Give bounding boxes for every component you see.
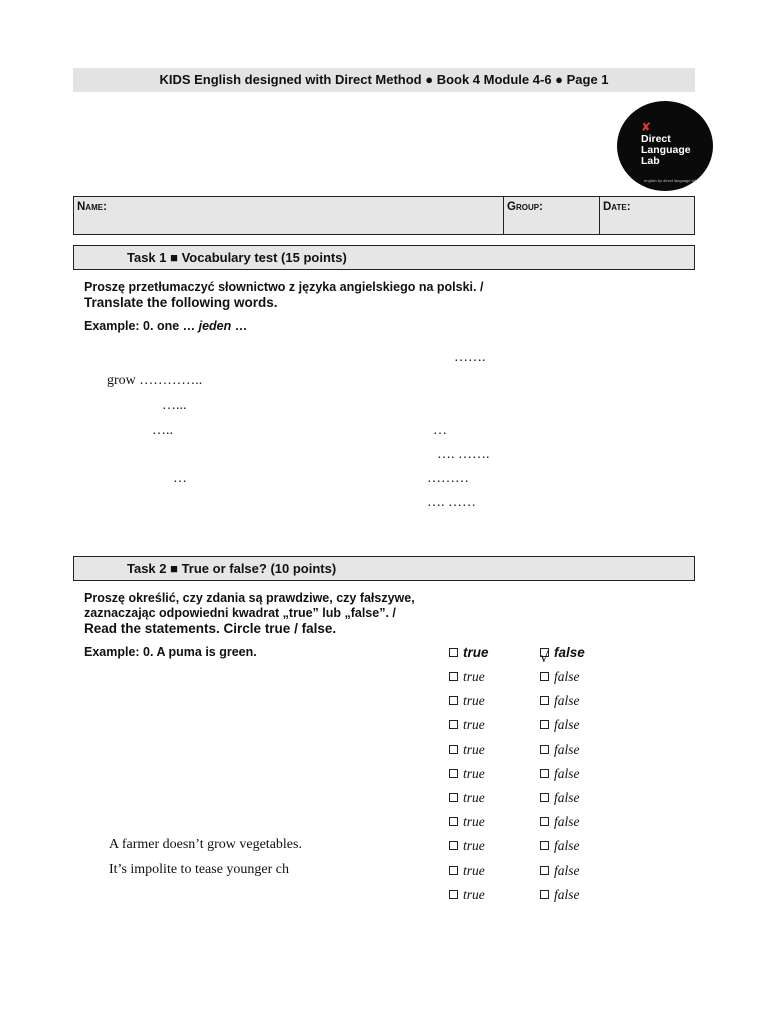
checkbox-icon[interactable] [540,672,549,681]
false-label: false [554,645,585,660]
false-option[interactable] [540,790,580,806]
vocab-answer-line[interactable]: … [173,471,187,486]
true-label: true [463,645,489,660]
false-option[interactable] [540,766,580,782]
checkbox-icon [449,648,458,657]
task1-example-answer: jeden [198,319,232,333]
vocab-answer-line[interactable]: ……… [427,471,469,486]
true-option[interactable] [449,814,485,830]
task1-title: Task 1 ■ Vocabulary test (15 points) [127,250,347,265]
checkbox-icon[interactable] [449,745,458,754]
true-label: true [463,863,485,878]
task2-instruction-en: Read the statements. Circle true / false. [84,621,337,636]
task1-example-prefix: Example: 0. one … [84,319,199,333]
group-label: Group: [507,201,543,213]
logo-line-1: Direct [641,133,671,145]
false-label: false [554,863,580,878]
logo-mark-icon: ✘ [641,120,652,134]
false-label: false [554,693,580,708]
checkbox-icon[interactable] [540,793,549,802]
true-option[interactable] [449,669,485,685]
group-field[interactable] [504,197,600,234]
true-label: true [463,790,485,805]
checkmark-icon: √ [540,650,549,666]
checkbox-icon[interactable] [540,866,549,875]
checkbox-icon[interactable] [540,890,549,899]
vocab-answer-line[interactable]: … [433,423,447,438]
example-true-option [449,645,489,660]
false-option[interactable] [540,863,580,879]
false-label: false [554,669,580,684]
name-label: Name: [77,201,107,213]
false-option[interactable] [540,693,580,709]
checkbox-icon[interactable] [449,817,458,826]
student-info-table [73,196,695,235]
false-label: false [554,742,580,757]
true-label: true [463,669,485,684]
true-option[interactable] [449,790,485,806]
task1-example-suffix: … [231,319,248,333]
true-label: true [463,887,485,902]
task2-instruction-pl-line2: zaznaczając odpowiedni kwadrat „true” lub „false”. / [84,606,396,620]
false-label: false [554,838,580,853]
false-option[interactable] [540,838,580,854]
task2-instruction-pl-line1: Proszę określić, czy zdania są prawdziwe, czy fałszywe, [84,591,415,605]
true-label: true [463,717,485,732]
checkbox-icon[interactable] [540,817,549,826]
checkbox-icon[interactable] [449,841,458,850]
false-label: false [554,814,580,829]
vocab-answer-line[interactable]: ……. [454,350,486,365]
statement-text: A farmer doesn’t grow vegetables. [109,837,302,852]
true-label: true [463,693,485,708]
true-option[interactable] [449,717,485,733]
true-label: true [463,838,485,853]
checkbox-icon[interactable] [449,793,458,802]
task2-title: Task 2 ■ True or false? (10 points) [127,561,337,576]
false-option[interactable] [540,887,580,903]
task2-heading [73,556,695,581]
checkbox-icon[interactable] [540,841,549,850]
true-option[interactable] [449,838,485,854]
checkbox-icon[interactable] [449,890,458,899]
false-option[interactable] [540,717,580,733]
true-label: true [463,814,485,829]
checkbox-icon[interactable] [449,720,458,729]
task1-example [84,319,247,334]
checkbox-icon[interactable] [540,769,549,778]
logo-tagline: english by direct language lab [644,178,697,183]
checkbox-icon[interactable] [540,696,549,705]
task2-example: Example: 0. A puma is green. [84,645,257,659]
checkbox-icon[interactable] [449,696,458,705]
true-label: true [463,766,485,781]
true-option[interactable] [449,742,485,758]
false-label: false [554,766,580,781]
vocab-answer-line[interactable]: …. ……. [437,447,490,462]
date-label: Date: [603,201,631,213]
false-option[interactable] [540,742,580,758]
checkbox-icon[interactable] [449,769,458,778]
direct-language-lab-logo [617,101,713,191]
vocab-answer-line[interactable]: ….. [152,423,173,438]
vocab-answer-line[interactable]: …. …… [427,495,476,510]
logo-line-2: Language [641,144,691,156]
checkbox-icon[interactable] [449,866,458,875]
true-option[interactable] [449,693,485,709]
true-label: true [463,742,485,757]
document-header-title: KIDS English designed with Direct Method ● Book 4 Module 4-6 ● Page 1 [73,68,695,92]
false-label: false [554,790,580,805]
checkbox-icon[interactable] [540,745,549,754]
checkbox-icon[interactable] [449,672,458,681]
date-field[interactable] [600,197,694,234]
false-option[interactable] [540,669,580,685]
logo-line-3: Lab [641,155,660,167]
vocab-answer-line[interactable]: grow ………….. [107,373,203,388]
true-option[interactable] [449,887,485,903]
false-label: false [554,717,580,732]
false-option[interactable] [540,814,580,830]
vocab-answer-line[interactable]: …... [162,398,187,413]
task1-instruction-en: Translate the following words. [84,295,278,310]
true-option[interactable] [449,766,485,782]
checkbox-icon[interactable] [540,720,549,729]
true-option[interactable] [449,863,485,879]
statement-text: It’s impolite to tease younger ch [109,862,290,877]
false-label: false [554,887,580,902]
name-field[interactable] [74,197,504,234]
task1-instruction-pl: Proszę przetłumaczyć słownictwo z języka angielskiego na polski. / [84,280,484,294]
task1-heading [73,245,695,270]
